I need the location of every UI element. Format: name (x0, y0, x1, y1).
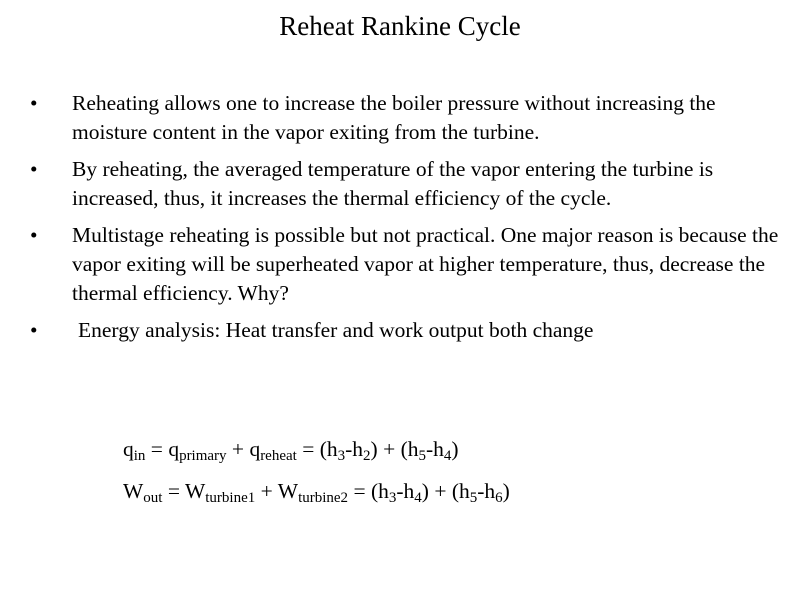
work-output-equation: $W_{out} = W_{turbine1} + W_{turbine2} = (h_3-h_4) + (h_5-h_6)$ (123, 479, 510, 506)
bullet-item (30, 316, 780, 345)
bullet-dot: • (30, 91, 38, 115)
bullet-list (30, 89, 780, 353)
bullet-text: By reheating, the averaged temperature of the vapor entering the turbine is increased, thus, it increases the thermal efficiency of the cycle. (72, 157, 714, 210)
bullet-item (30, 89, 780, 147)
bullet-dot: • (30, 157, 38, 181)
slide-title: Reheat Rankine Cycle (279, 11, 521, 41)
bullet-item (30, 155, 780, 213)
bullet-text: Energy analysis: Heat transfer and work output both change (78, 318, 594, 342)
bullet-text: Reheating allows one to increase the boiler pressure without increasing the moisture content in the vapor exiting from the turbine. (72, 91, 716, 144)
bullet-text: Multistage reheating is possible but not practical. One major reason is because the vapor exiting will be superheated vapor at higher temperature, thus, decrease the thermal efficiency. Why? (72, 223, 779, 305)
bullet-dot: • (30, 318, 38, 342)
bullet-item (30, 221, 780, 308)
heat-input-equation: $q_{in} = q_{primary} + q_{reheat} = (h_3-h_2) + (h_5-h_4)$ (123, 437, 459, 464)
bullet-dot: • (30, 223, 38, 247)
